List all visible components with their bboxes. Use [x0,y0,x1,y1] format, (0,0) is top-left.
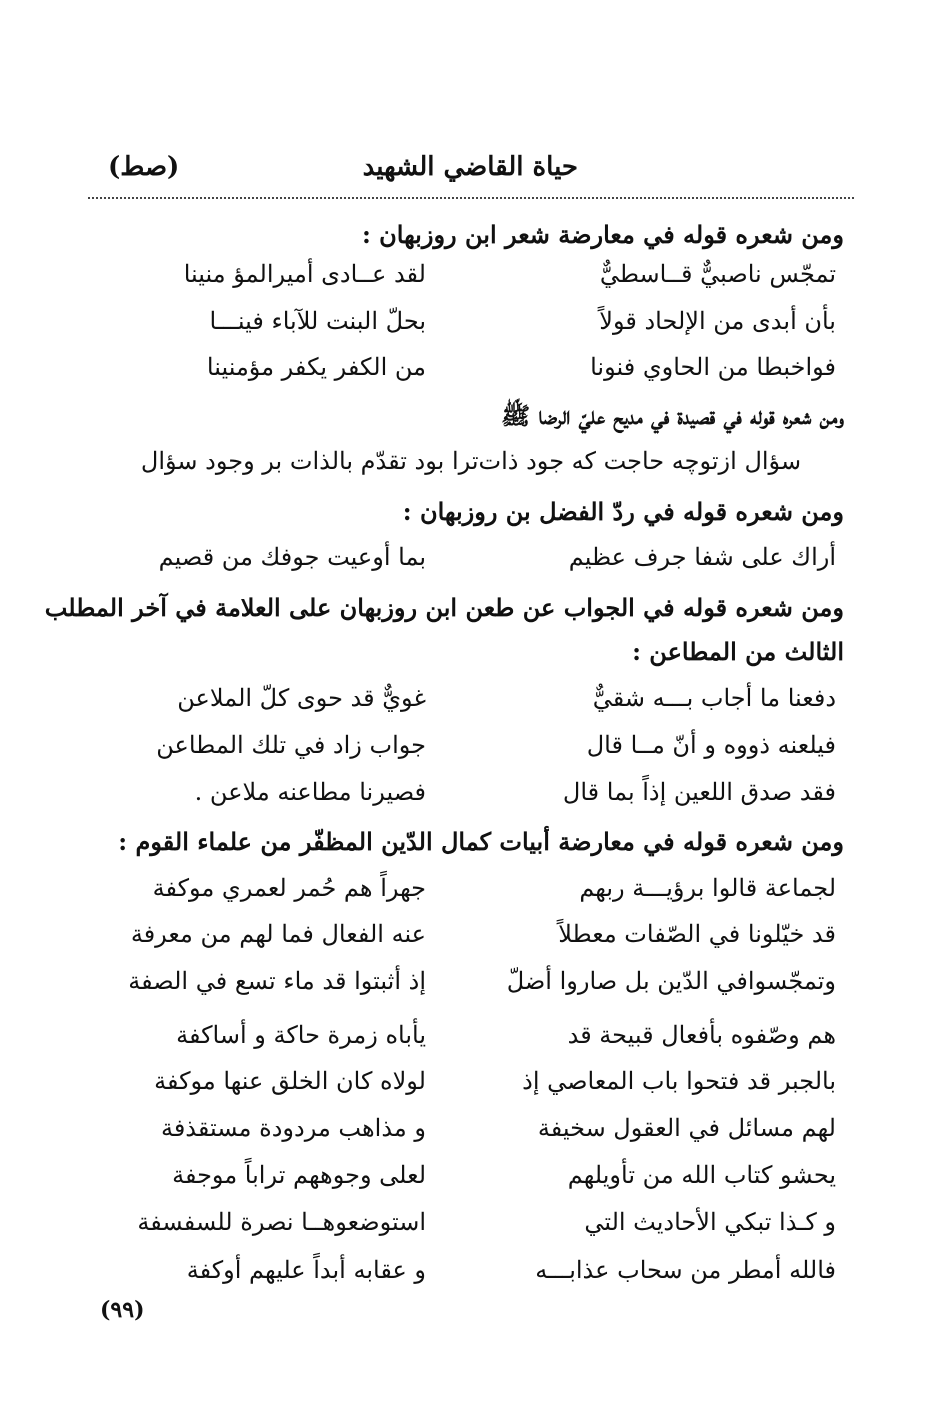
verse-line [100,874,836,914]
second-hemistich: عنه الفعال فما لهم من معرفة [130,920,426,948]
first-hemistich: لهم مسائل في العقول سخيفة [537,1114,836,1142]
footer-page-number: (٩٩) [100,1297,145,1323]
header-page-label: (صط) [108,152,180,182]
second-hemistich: يأباه زمرة حاكة و أساكفة [176,1021,426,1049]
first-hemistich: فواخبطا من الحاوي فنونا [590,353,836,381]
poem-intro-continued: الثالث من المطاعن : [632,637,844,666]
poem-intro: ومن شعره قوله في ردّ الفضل بن روزبهان : [402,497,844,526]
verse-line [100,353,836,393]
second-hemistich: جهراً هم حُمر لعمري موكفة [152,874,426,902]
verse-line [100,260,836,300]
verse-line [100,1161,836,1201]
first-hemistich: بأن أبدى من الإلحاد قولاً [599,307,836,335]
running-title: حياة القاضي الشهيد [362,152,578,182]
second-hemistich: جواب زاد في تلك المطاعن [156,731,426,759]
second-hemistich: إذ أثبتوا قد ماء تسع في الصفة [128,967,426,995]
second-hemistich: استوضعوهــا نصرة للسفسفة [137,1208,426,1236]
verse-line [100,920,836,960]
second-hemistich: غويٌّ قد حوى كلّ الملاعن [177,684,426,712]
second-hemistich: فصيرنا مطاعنه ملاعن . [194,778,426,806]
first-hemistich: دفعنا ما أجاب بـــه شقيٌّ [592,684,836,712]
second-hemistich: لولاه كان الخلق عنها موكفة [154,1067,426,1095]
first-hemistich: يحشو كتاب الله من تأويلهم [567,1161,836,1189]
first-hemistich: و كـذا تبكي الأحاديث التي [584,1208,836,1236]
verse-line [100,1256,836,1296]
persian-verse: سؤال ازتوچه حاجت كه جود ذات‌ترا بود تقدّم بالذات بر وجود سؤال [140,447,802,475]
running-header [100,152,840,192]
verse-line [100,307,836,347]
first-hemistich: وتمجّسوافي الدّين بل صاروا أضلّ [506,967,836,995]
first-hemistich: هم وصّفوه بأفعال قبيحة قد [567,1021,836,1049]
verse-line [100,967,836,1007]
second-hemistich: لقد عــادى أميرالمؤ منينا [183,260,426,288]
poem-intro: ومن شعره قوله في معارضة أبيات كمال الدّين المظفّر من علماء القوم : [118,827,844,856]
verse-line [100,731,836,771]
first-hemistich: قد خيّلونا في الصّفات معطلاً [558,920,836,948]
second-hemistich: و عقابه أبداً عليهم أوكفة [186,1256,426,1284]
poem-intro: ومن شعره قوله في الجواب عن طعن ابن روزبهان على العلامة في آخر المطلب [44,593,844,622]
second-hemistich: لعلى وجوههم تراباً موجفة [172,1161,426,1189]
header-divider [88,197,854,199]
first-hemistich: فالله أمطر من سحاب عذابـــه [535,1256,836,1284]
second-hemistich: بما أوعيت جوفك من قصيم [158,543,426,571]
verse-line [100,1021,836,1061]
second-hemistich: من الكفر يكفر مؤمنينا [206,353,426,381]
verse-line [100,543,836,583]
verse-line [100,1067,836,1107]
first-hemistich: فقد صدق اللعين إذاً بما قال [562,778,836,806]
verse-line [100,1114,836,1154]
poem-intro: ومن شعره قوله في قصيدة في مديح عليّ الرضا ﷺ [501,401,844,430]
verse-line [100,1208,836,1248]
second-hemistich: بحلّ البنت للآباء فينـــا [209,307,426,335]
first-hemistich: فيلعنه ذووه و أنّ مــا قال [586,731,836,759]
first-hemistich: بالجبر قد فتحوا باب المعاصي إذ [522,1067,836,1095]
first-hemistich: أراك على شفا جرف عظيم [568,543,836,571]
verse-line [100,778,836,818]
first-hemistich: تمجّس ناصبيٌّ قــاسطيٌّ [599,260,836,288]
verse-line [100,684,836,724]
poem-intro: ومن شعره قوله في معارضة شعر ابن روزبهان : [361,220,844,249]
first-hemistich: لجماعة قالوا برؤيـــة ربهم [579,874,836,902]
second-hemistich: و مذاهب مردودة مستقذفة [160,1114,426,1142]
